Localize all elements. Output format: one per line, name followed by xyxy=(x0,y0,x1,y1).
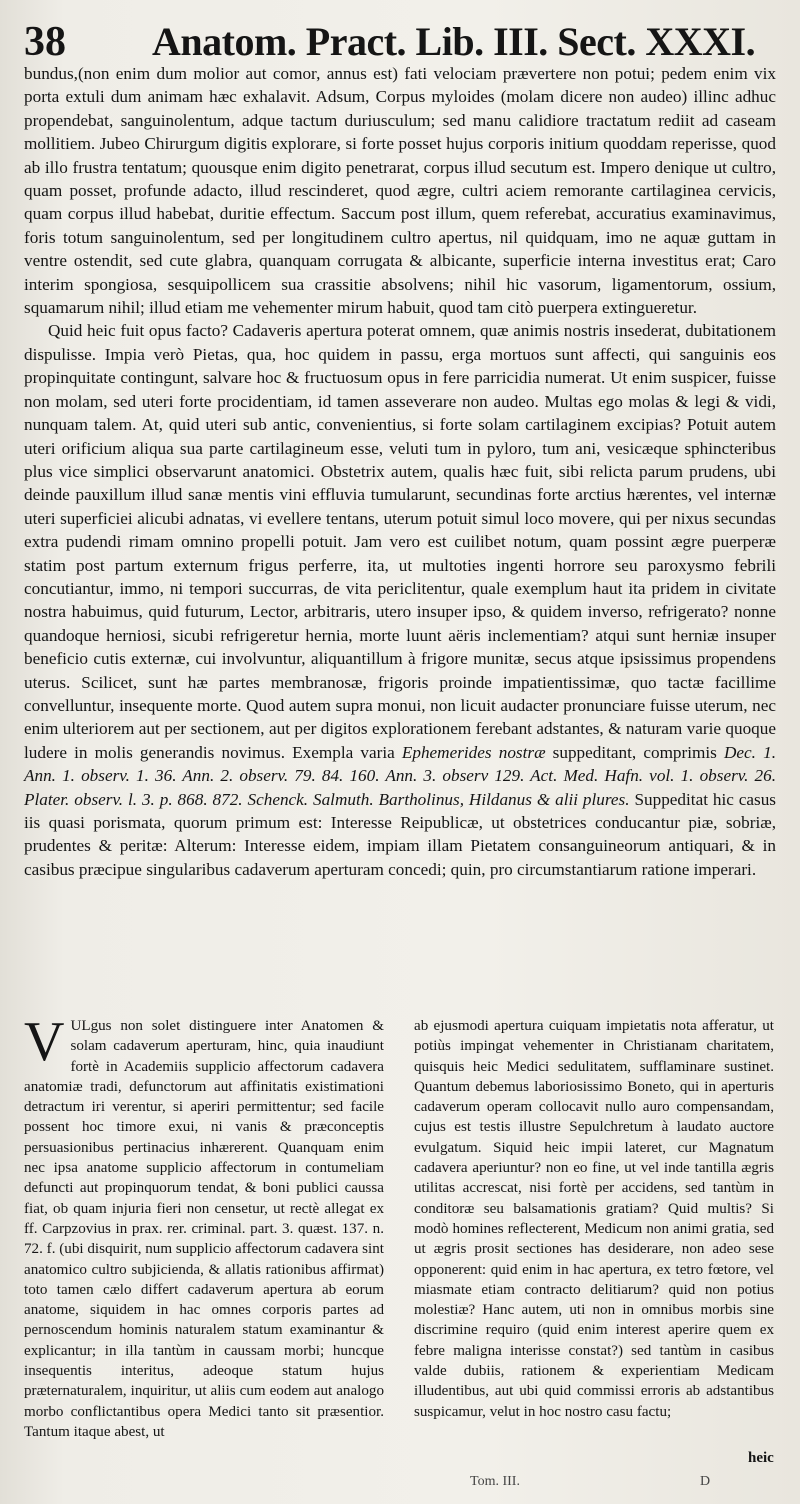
page-footer xyxy=(0,1468,800,1498)
right-column xyxy=(414,1016,774,1422)
running-title: Anatom. Pract. Lib. III. Sect. XXXI. xyxy=(152,19,756,64)
two-column-scholium xyxy=(24,1011,776,1466)
gathering-signature: D xyxy=(700,1474,711,1489)
volume-signature: Tom. III. xyxy=(470,1474,520,1489)
paragraph-text: Suppeditat hic casus iis quasi porismata, quorum primum est: Interesse Reipublicæ, ut obstetrices conducantur piæ, sobriæ, prudentes & peritæ: Alterum: Interesse eidem, impiam illam Pietatem consanguineorum antiquari, & in casibus præcipue singularibus cadaverum aperturam concedi; quin, pro circumstantiarum ratione imperari. xyxy=(24,789,776,879)
page-header xyxy=(20,16,780,68)
page-number: 38 xyxy=(24,19,66,65)
paragraph-text: Quid heic fuit opus facto? Cadaveris apertura poterat omnem, quæ animis nostris insederat, dubitationem dispulisse. Impia verò Pietas, qua, hoc quidem in passu, erga mortuos sunt affecti, qui sanguinis eos propinquitate contingunt, salvare hoc & fructuosum opus in fere parricidia numerat. Ut enim suspicer, fuisse non molam, sed uteri forte procidentiam, id tamen asseverare non audeo. Multas ego molas & legi & vidi, nunquam talem. At, quid uteri sub antic, convenientius, si forte solam cartilaginem excipias? Potuit autem uteri orificium aliqua sua parte cartilagineum esse, veluti tum in pyloro, tum ani, vesicæque sphincteribus plus vice simplici observarunt anatomici. Obstetrix autem, qualis hæc fuit, sibi relicta parum prudens, ubi deinde pauxillum illud sanæ mentis vini effluvia tumularunt, secundinas forte arctius hærentes, vel internæ uteri superficiei alicubi adnatas, vi evellere tentans, uterum potuit simul loco movere, qui per nixus secundas extra pudendi rimam omnino propelli potuit. Jam vero est cuilibet notum, quam possint ægre puerperæ statim post partum externum frigus perferre, ita, ut multoties ingenti horrore seu paroxysmo febrili concutiantur, immo, ni tempori succurras, de vita periclitentur, quale exemplum haut ita pridem in civitate nostra habuimus, quid futurum, Lector, arbitraris, utero insuper ipso, & quidem inverso, refrigerato? nonne quandoque herniosi, sicubi refrigeretur hernia, morte luunt aëris inclementiam? atqui sunt herniæ insuper beneficio cutis externæ, cui involvuntur, aliquantillum à frigore munitæ, secus atque ipsissimus propendens uterus. Scilicet, sunt hæ partes membranosæ, frigoris proinde impatientissimæ, quo tactæ facillime convelluntur, insequente morte. Quod autem supra monui, non licuit audacter pronunciare fuisse uterum, nec enim ulteriorem aut per sectionem, aut per digitos explorationem ferebant adstantes, & naturam varie quoque ludere in molis generandis novimus. Exempla varia xyxy=(24,321,776,762)
left-column-text: ULgus non solet distinguere inter Anatomen & solam cadaverum aperturam, hinc, quia inaudiunt fortè in Academiis supplicio affectorum cadavera anatomiæ tradi, defunctorum aut affinitatis existimationi detractum iri verentur, si aperiri permittentur; sed facile possent hoc timore exui, ni vanis & præconceptis persuasionibus pertinacius inhærerent. Quanquam enim nec ipsa anatome supplicio affectorum in contumeliam defuncti aut propinquorum tendat, & boni publici caussa fiat, ob quam injuria fieri non censetur, ut rectè allegat ex ff. Carpzovius in prax. rer. criminal. part. 3. quæst. 137. n. 72. f. (ubi disquirit, num supplicio affectorum cadavera sint anatomico cultro subjicienda, & allatis rationibus affirmat) toto tamen cælo differt cadaverum apertura ab eorum anatome, siquidem in hac omnes corporis partes ad pernoscendum hominis naturalem statum examinantur & explicantur; in illa tantùm in caussam morbi; huncque insequentis interitus, adeoque statum hujus præternaturalem, inquiritur, ut aliis cum eodem aut analogo morbo conflictantibus opera Medici tanto sit præsentior. Tantum itaque abest, ut xyxy=(24,1018,384,1440)
catchword: heic xyxy=(748,1450,774,1466)
paragraph-discussion xyxy=(24,319,776,881)
right-column-text: ab ejusmodi apertura cuiquam impietatis nota afferatur, ut potiùs impingat vehementer in Christianam charitatem, quisquis heic Medici sedulitatem, sufflaminare sustinet. Quantum debemus laboriosissimo Boneto, qui in aperturis cadaverum operam collocavit nullo auro compensandam, cujus est testis illustre Sepulchretum à laudato auctore evulgatum. Siquid heic impii lateret, cur Magnatum cadavera aperiuntur? non eo fine, ut vel inde tantilla ægris utilitas accrescat, nisi fortè per accidens, sed tantùm in conditoræ seu balsamationis gratiam? Quid multis? Si modò homines reflecterent, Medicum non animi gratia, sed ut ægris prosit sectiones has desiderare, non adeo sese opponerent: quid enim in hac apertura, ex tetro fœtore, vel miasmate etiam contracto delitiarum? quid non potius molestiæ? Hanc autem, uti non in omnibus morbis sine discrimine requiro (quid enim interest aperire quem ex febre maligna interisse constat?) sed tantùm in casibus valde dubiis, rationem & experientiam Medicam illudentibus, aut ubi quid commissi erroris ab adstantibus suspicamur, velut in hoc nostro casu factu; xyxy=(414,1018,774,1420)
italic-citations: Dec. 1. Ann. 1. observ. 1. 36. Ann. 2. observ. 79. 84. 160. Ann. 3. observ 129. Act. Med. Hafn. vol. 1. observ. 26. Plater. observ. l. 3. p. 868. 872. Schenck. Salmuth. Bartholinus, Hildanus & alii plures. xyxy=(24,742,777,809)
paragraph-text: suppeditant, comprimis xyxy=(552,742,717,762)
left-column xyxy=(24,1011,384,1442)
drop-cap: V xyxy=(24,1011,65,1073)
main-text xyxy=(24,62,776,881)
section-divider xyxy=(24,1005,776,1006)
italic-reference: Ephemerides nostræ xyxy=(401,742,546,762)
paragraph-continuation: bundus,(non enim dum molior aut comor, annus est) fati velociam prævertere non potui; pedem enim vix porta extuli dum animam hæc exhalavit. Adsum, Corpus myloides (molam dicere non audeo) illinc adhuc propendebat, sanguinolentum, adque tactum duriusculum; sed manu calidiore tractatum rediit ad caseam mollitiem. Jubeo Chirurgum digitis explorare, si forte posset hujus corporis initium quoddam reperisse, quod ab illo frustra tentatum; quousque enim digito penetrarat, corpus illud secutum est. Impero denique ut cultro, quam posset, profunde adacto, illud rescinderet, quod ægre, cultri aciem remorante cartilaginea cervicis, quam corpus illud habebat, duritie effectum. Saccum post illum, quem referebat, accuratius examinavimus, foris totum sanguinolentum, sed per longitudinem cultro apertus, nil quidquam, imo ne aquæ guttam in ventre ostendit, sed cute glabra, quanquam corrugata & albicante, superficie interna investitus erat; Caro interim spongiosa, sesquipollicem sua crassitie absolvens; nihil hic vasorum, ligamentorum, ossium, squamarum nihil; illud etiam me vehementer mirum habuit, quod tam citò puerpera extingueretur. xyxy=(24,64,776,318)
